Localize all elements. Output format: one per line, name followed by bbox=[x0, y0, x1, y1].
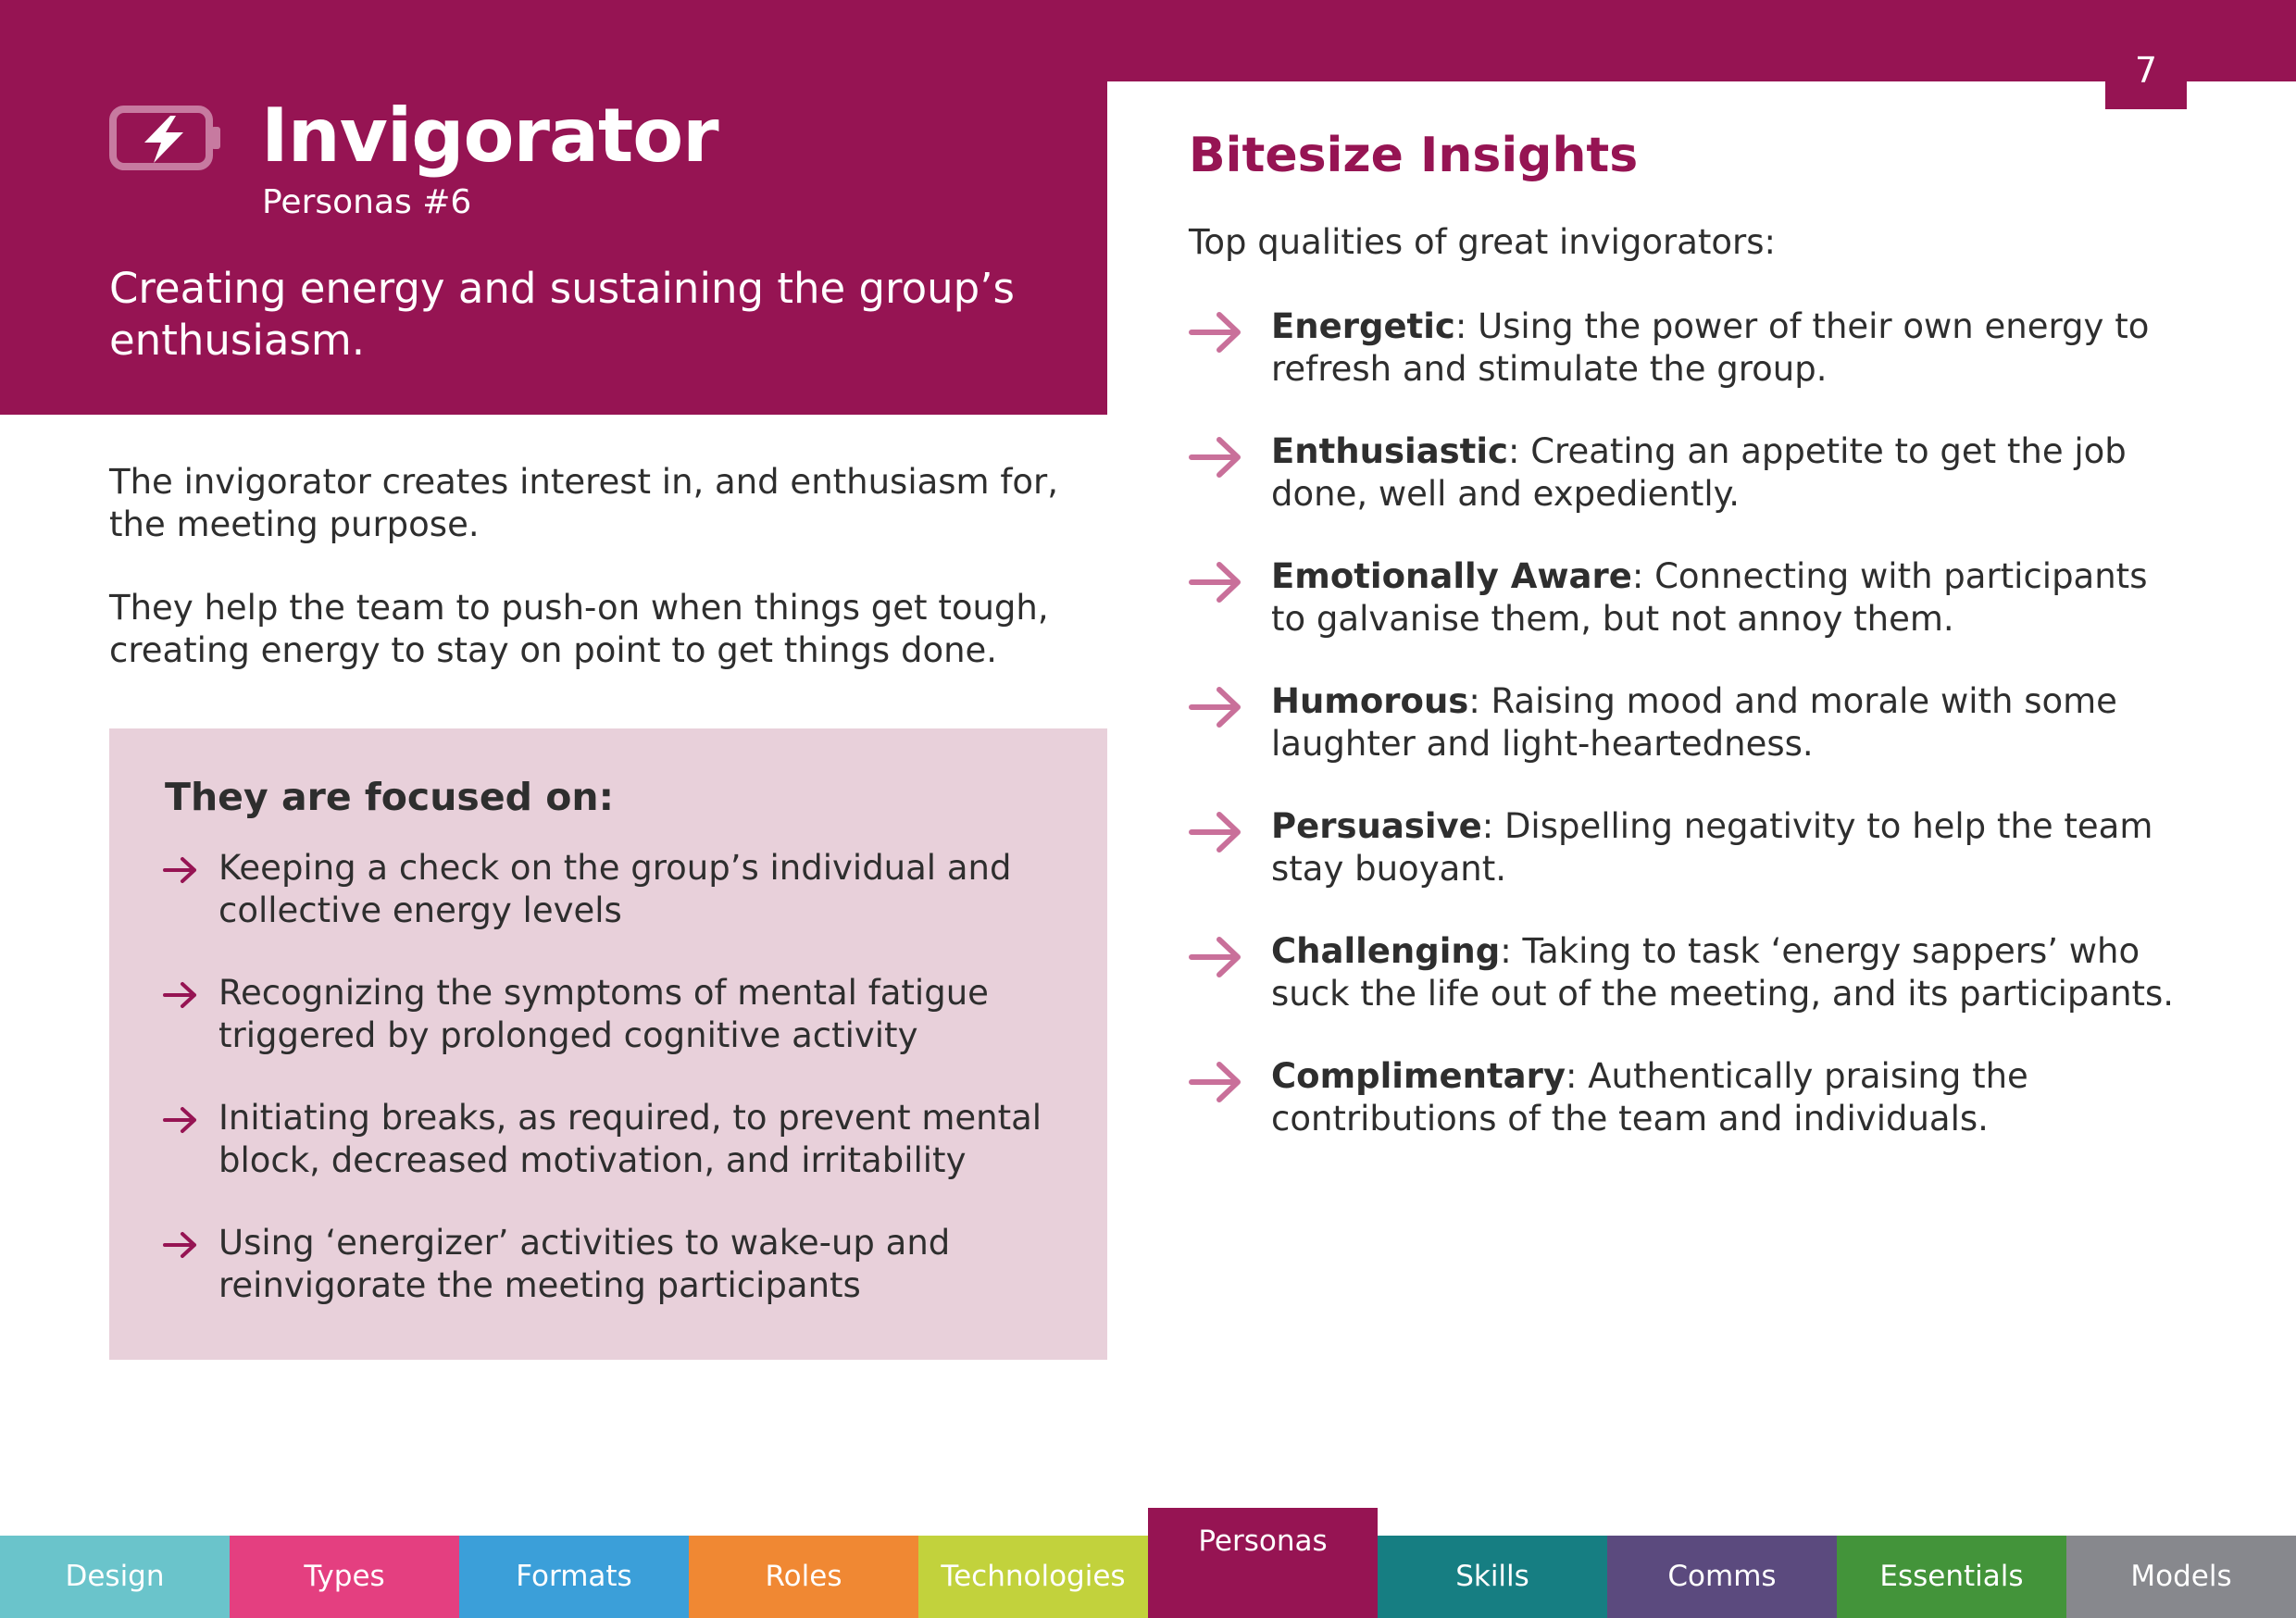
insight-term: Challenging bbox=[1271, 931, 1501, 971]
arrow-right-icon bbox=[1189, 936, 1242, 978]
intro-text bbox=[109, 461, 1091, 713]
nav-tab-essentials[interactable]: Essentials bbox=[1837, 1536, 2066, 1618]
focus-item bbox=[163, 1222, 1070, 1307]
nav-tab-types[interactable]: Types bbox=[230, 1536, 459, 1618]
focus-item-text: Initiating breaks, as required, to prevent mental block, decreased motivation, and irritability bbox=[218, 1098, 1042, 1180]
nav-tab-comms[interactable]: Comms bbox=[1607, 1536, 1837, 1618]
arrow-right-icon bbox=[163, 1106, 198, 1134]
arrow-right-icon bbox=[1189, 311, 1242, 354]
arrow-right-icon bbox=[1189, 686, 1242, 728]
insight-item bbox=[1189, 305, 2189, 391]
arrow-right-icon bbox=[163, 856, 198, 884]
focus-item bbox=[163, 1097, 1070, 1182]
focus-item-text: Recognizing the symptoms of mental fatigue triggered by prolonged cognitive activity bbox=[218, 973, 989, 1055]
tagline: Creating energy and sustaining the group’s enthusiasm. bbox=[109, 264, 1015, 365]
insight-item bbox=[1189, 430, 2189, 516]
page-title: Invigorator bbox=[261, 93, 718, 179]
focus-title: They are focused on: bbox=[165, 775, 615, 819]
insights-title: Bitesize Insights bbox=[1189, 128, 1639, 183]
nav-tab-skills[interactable]: Skills bbox=[1378, 1536, 1607, 1618]
insight-term: Humorous bbox=[1271, 681, 1469, 721]
insight-text: : Using the power of their own energy to refresh and stimulate the group. bbox=[1271, 306, 2150, 389]
focus-list bbox=[163, 847, 1070, 1347]
insight-item bbox=[1189, 1055, 2189, 1140]
insight-item bbox=[1189, 680, 2189, 765]
insight-text: : Raising mood and morale with some laughter and light-heartedness. bbox=[1271, 681, 2117, 764]
nav-tab-technologies[interactable]: Technologies bbox=[918, 1536, 1148, 1618]
arrow-right-icon bbox=[163, 1231, 198, 1259]
focus-panel bbox=[109, 728, 1107, 1360]
insights-list bbox=[1189, 305, 2189, 1180]
arrow-right-icon bbox=[163, 981, 198, 1009]
focus-item bbox=[163, 972, 1070, 1057]
insight-text: : Creating an appetite to get the job done, well and expediently. bbox=[1271, 431, 2127, 514]
nav-tab-design[interactable]: Design bbox=[0, 1536, 230, 1618]
intro-paragraph: They help the team to push-on when things get tough, creating energy to stay on point to get things done. bbox=[109, 588, 1049, 670]
nav-tab-personas[interactable]: Personas bbox=[1148, 1508, 1378, 1618]
nav-tab-models[interactable]: Models bbox=[2066, 1536, 2296, 1618]
page-subtitle: Personas #6 bbox=[262, 183, 472, 221]
insight-item bbox=[1189, 805, 2189, 890]
battery-charging-icon bbox=[109, 106, 222, 170]
nav-tab-roles[interactable]: Roles bbox=[689, 1536, 918, 1618]
insight-text: : Dispelling negativity to help the team stay buoyant. bbox=[1271, 806, 2153, 889]
insights-intro: Top qualities of great invigorators: bbox=[1189, 222, 1776, 262]
insight-item bbox=[1189, 555, 2189, 641]
intro-paragraph: The invigorator creates interest in, and enthusiasm for, the meeting purpose. bbox=[109, 462, 1058, 544]
nav-tab-formats[interactable]: Formats bbox=[459, 1536, 689, 1618]
focus-item-text: Keeping a check on the group’s individual and collective energy levels bbox=[218, 848, 1012, 930]
focus-item-text: Using ‘energizer’ activities to wake-up and reinvigorate the meeting participants bbox=[218, 1223, 951, 1305]
insight-term: Emotionally Aware bbox=[1271, 556, 1632, 596]
arrow-right-icon bbox=[1189, 1061, 1242, 1103]
insight-text: : Taking to task ‘energy sappers’ who suck the life out of the meeting, and its participants. bbox=[1271, 931, 2175, 1014]
arrow-right-icon bbox=[1189, 436, 1242, 479]
insight-term: Persuasive bbox=[1271, 806, 1482, 846]
focus-item bbox=[163, 847, 1070, 932]
insight-text: : Authentically praising the contributions of the team and individuals. bbox=[1271, 1056, 2028, 1139]
arrow-right-icon bbox=[1189, 811, 1242, 853]
insight-term: Enthusiastic bbox=[1271, 431, 1508, 471]
page-number: 7 bbox=[2105, 37, 2187, 109]
insight-term: Complimentary bbox=[1271, 1056, 1566, 1096]
insight-text: : Connecting with participants to galvanise them, but not annoy them. bbox=[1271, 556, 2148, 639]
insight-term: Energetic bbox=[1271, 306, 1455, 346]
arrow-right-icon bbox=[1189, 561, 1242, 604]
insight-item bbox=[1189, 930, 2189, 1015]
section-nav bbox=[0, 1525, 2296, 1618]
